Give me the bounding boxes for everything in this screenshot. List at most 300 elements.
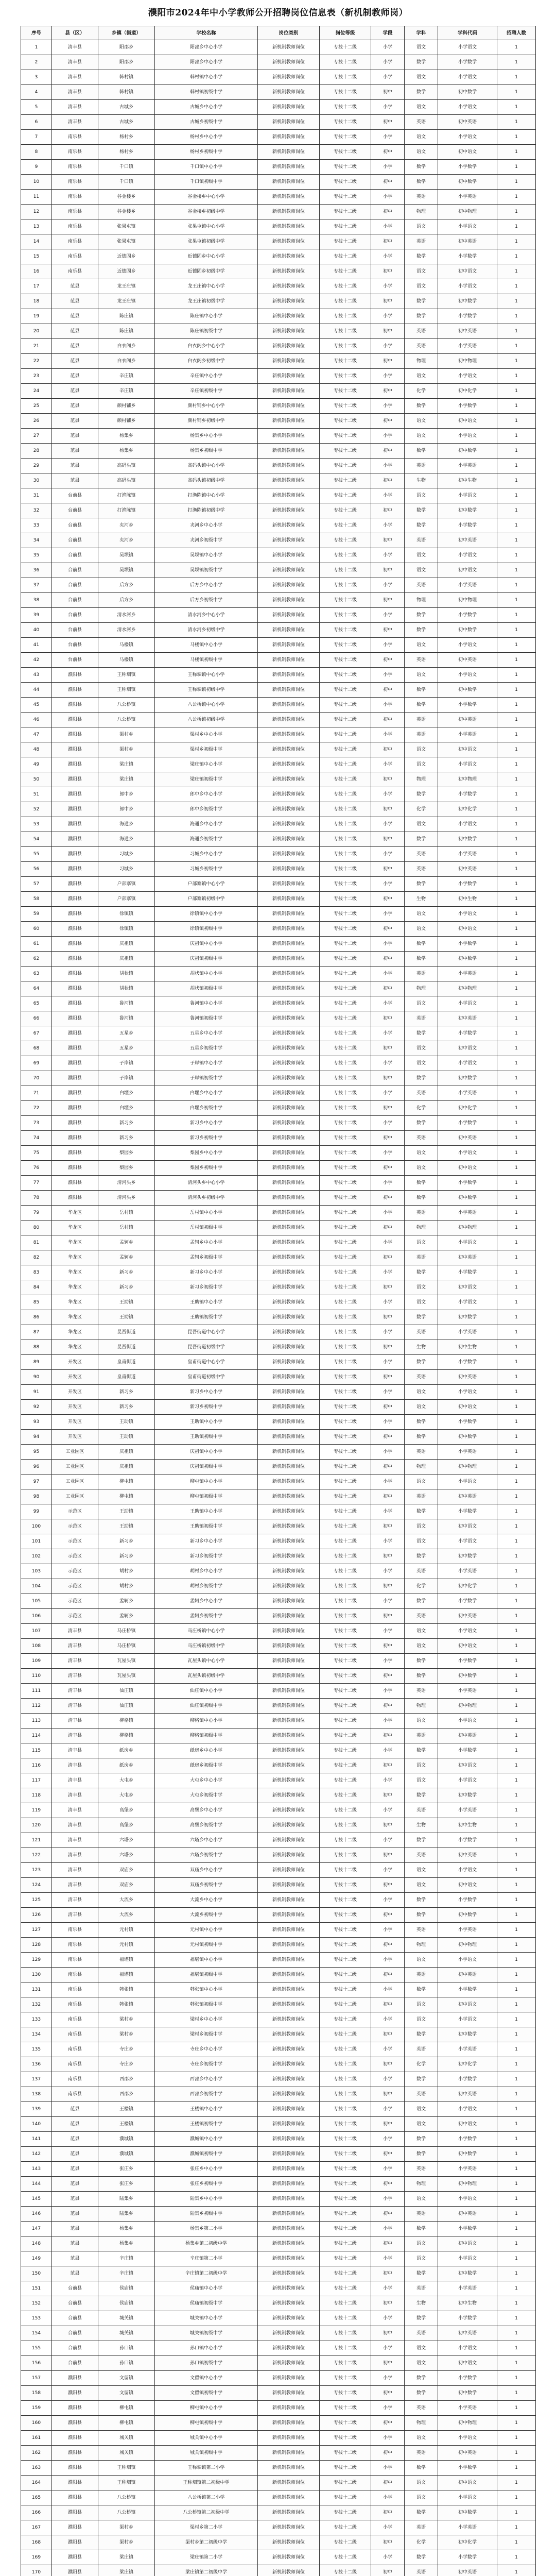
table-cell: 1	[497, 1863, 536, 1878]
table-cell: 1	[497, 1310, 536, 1325]
table-cell: 专技十二级	[320, 937, 371, 952]
table-row	[21, 2446, 536, 2461]
table-cell: 语文	[405, 996, 438, 1011]
table-cell: 专技十二级	[320, 533, 371, 548]
table-cell: 48	[21, 742, 52, 757]
table-row	[21, 2147, 536, 2162]
table-cell: 清丰县	[52, 70, 98, 85]
table-cell: 小学	[371, 2341, 405, 2356]
table-cell: 福堪镇	[98, 1968, 155, 1982]
table-cell: 大屯乡	[98, 1773, 155, 1788]
table-cell: 陈庄镇	[98, 324, 155, 339]
table-cell: 小学	[371, 727, 405, 742]
table-cell: 语文	[405, 757, 438, 772]
table-cell: 寺庄乡中心小学	[155, 2042, 258, 2057]
table-cell: 初中英语	[438, 115, 497, 130]
table-cell: 初中	[371, 1878, 405, 1893]
table-cell: 初中	[371, 1669, 405, 1684]
table-cell: 1	[497, 488, 536, 503]
table-cell: 文留镇	[98, 2386, 155, 2401]
table-cell: 140	[21, 2117, 52, 2132]
table-cell: 台前县	[52, 548, 98, 563]
table-cell: 初中	[371, 2326, 405, 2341]
table-cell: 专技十二级	[320, 1325, 371, 1340]
table-cell: 清丰县	[52, 85, 98, 100]
table-cell: 纸房乡中心小学	[155, 1743, 258, 1758]
table-cell: 专技十二级	[320, 2102, 371, 2117]
table-cell: 小学语文	[438, 1146, 497, 1161]
table-cell: 初中语文	[438, 1878, 497, 1893]
table-cell: 146	[21, 2207, 52, 2222]
table-row	[21, 1041, 536, 1056]
table-cell: 新机制教师岗位	[258, 70, 320, 85]
table-cell: 华龙区	[52, 1295, 98, 1310]
table-cell: 数学	[405, 85, 438, 100]
table-cell: 152	[21, 2296, 52, 2311]
table-cell: 专技十二级	[320, 249, 371, 264]
table-cell: 小学英语	[438, 1803, 497, 1818]
table-cell: 158	[21, 2386, 52, 2401]
table-cell: 瓦屋头镇	[98, 1669, 155, 1684]
table-cell: 夹河乡	[98, 518, 155, 533]
table-row	[21, 2416, 536, 2431]
table-cell: 初中化学	[438, 2057, 497, 2072]
table-cell: 1	[497, 2311, 536, 2326]
table-cell: 1	[497, 593, 536, 608]
table-cell: 语文	[405, 563, 438, 578]
table-cell: 新机制教师岗位	[258, 1803, 320, 1818]
table-cell: 新机制教师岗位	[258, 892, 320, 907]
table-row	[21, 1534, 536, 1549]
table-cell: 小学	[371, 2550, 405, 2565]
table-cell: 新习乡	[98, 1385, 155, 1400]
table-cell: 初中	[371, 2087, 405, 2102]
table-cell: 76	[21, 1161, 52, 1176]
table-cell: 华龙区	[52, 1250, 98, 1265]
table-cell: 小学	[371, 1026, 405, 1041]
table-row	[21, 1280, 536, 1295]
table-row	[21, 115, 536, 130]
table-cell: 数学	[405, 1594, 438, 1609]
table-cell: 初中	[371, 623, 405, 638]
table-cell: 语文	[405, 279, 438, 294]
table-cell: 城关镇	[98, 2326, 155, 2341]
table-cell: 106	[21, 1609, 52, 1624]
table-cell: 新机制教师岗位	[258, 130, 320, 145]
table-cell: 1	[497, 414, 536, 429]
table-cell: 1	[497, 996, 536, 1011]
table-cell: 张果屯镇	[98, 234, 155, 249]
table-cell: 小学语文	[438, 1385, 497, 1400]
table-cell: 张庄乡初级中学	[155, 2177, 258, 2192]
table-cell: 144	[21, 2177, 52, 2192]
table-cell: 专技十二级	[320, 205, 371, 219]
table-cell: 大屯乡	[98, 1788, 155, 1803]
table-cell: 164	[21, 2476, 52, 2490]
table-cell: 1	[497, 1056, 536, 1071]
table-cell: 小学	[371, 459, 405, 473]
table-cell: 新机制教师岗位	[258, 145, 320, 160]
table-cell: 初中数学	[438, 2147, 497, 2162]
table-cell: 范县	[52, 2266, 98, 2281]
table-cell: 小学	[371, 1534, 405, 1549]
table-cell: 1	[497, 175, 536, 190]
table-row	[21, 1699, 536, 1714]
table-cell: 155	[21, 2341, 52, 2356]
table-cell: 专技十二级	[320, 1400, 371, 1415]
table-cell: 初中生物	[438, 892, 497, 907]
table-cell: 小学语文	[438, 638, 497, 653]
table-cell: 初中语文	[438, 1519, 497, 1534]
table-cell: 南乐县	[52, 1997, 98, 2012]
table-cell: 数学	[405, 1908, 438, 1923]
table-cell: 胡状镇	[98, 981, 155, 996]
table-cell: 初中化学	[438, 2535, 497, 2550]
table-cell: 小学英语	[438, 190, 497, 205]
table-cell: 语文	[405, 1295, 438, 1310]
table-cell: 化学	[405, 2057, 438, 2072]
table-cell: 清丰县	[52, 1669, 98, 1684]
table-cell: 小学	[371, 2132, 405, 2147]
table-cell: 华龙区	[52, 1235, 98, 1250]
table-row	[21, 1968, 536, 1982]
table-cell: 初中	[371, 1370, 405, 1385]
table-cell: 专技十二级	[320, 996, 371, 1011]
table-cell: 小学数学	[438, 2461, 497, 2476]
table-cell: 新机制教师岗位	[258, 115, 320, 130]
table-cell: 南乐县	[52, 145, 98, 160]
table-row	[21, 2476, 536, 2490]
table-cell: 梁庄镇	[98, 757, 155, 772]
table-cell: 1	[497, 2461, 536, 2476]
table-cell: 112	[21, 1699, 52, 1714]
table-cell: 1	[497, 1176, 536, 1191]
table-cell: 小学	[371, 1564, 405, 1579]
table-cell: 专技十二级	[320, 757, 371, 772]
table-cell: 仙庄镇初级中学	[155, 1699, 258, 1714]
table-cell: 小学	[371, 279, 405, 294]
table-cell: 濮阳县	[52, 1191, 98, 1206]
table-cell: 1	[497, 294, 536, 309]
table-cell: 小学语文	[438, 1534, 497, 1549]
table-row	[21, 2057, 536, 2072]
table-row	[21, 190, 536, 205]
table-cell: 专技十二级	[320, 1534, 371, 1549]
table-cell: 濮阳县	[52, 1161, 98, 1176]
table-cell: 语文	[405, 2490, 438, 2505]
table-cell: 新机制教师岗位	[258, 429, 320, 444]
table-cell: 濮阳县	[52, 832, 98, 847]
table-cell: 1	[497, 2102, 536, 2117]
table-cell: 21	[21, 339, 52, 354]
table-cell: 王称堌镇	[98, 683, 155, 698]
table-cell: 163	[21, 2461, 52, 2476]
table-cell: 新机制教师岗位	[258, 1489, 320, 1504]
table-cell: 近德固乡初级中学	[155, 264, 258, 279]
table-cell: 22	[21, 354, 52, 369]
table-cell: 初中英语	[438, 653, 497, 668]
table-cell: 王助镇	[98, 1295, 155, 1310]
table-cell: 专技十二级	[320, 2416, 371, 2431]
table-cell: 初中	[371, 1340, 405, 1355]
table-cell: 专技十二级	[320, 264, 371, 279]
table-cell: 1	[497, 2356, 536, 2371]
table-row	[21, 1743, 536, 1758]
table-cell: 吴坝镇初级中学	[155, 563, 258, 578]
table-cell: 台前县	[52, 578, 98, 593]
table-cell: 新机制教师岗位	[258, 713, 320, 727]
table-row	[21, 1146, 536, 1161]
table-cell: 1	[497, 653, 536, 668]
table-cell: 语文	[405, 1385, 438, 1400]
table-cell: 初中	[371, 1041, 405, 1056]
table-cell: 专技十二级	[320, 1116, 371, 1131]
table-cell: 新机制教师岗位	[258, 2102, 320, 2117]
table-cell: 柳格镇中心小学	[155, 1714, 258, 1728]
table-cell: 专技十二级	[320, 683, 371, 698]
table-cell: 专技十二级	[320, 1908, 371, 1923]
table-cell: 白堽乡	[98, 1101, 155, 1116]
table-cell: 陈庄镇初级中学	[155, 324, 258, 339]
table-cell: 生物	[405, 1340, 438, 1355]
table-cell: 42	[21, 653, 52, 668]
table-cell: 专技十二级	[320, 1833, 371, 1848]
table-cell: 87	[21, 1325, 52, 1340]
table-cell: 1	[497, 1788, 536, 1803]
table-cell: 濮阳县	[52, 2550, 98, 2565]
table-cell: 新机制教师岗位	[258, 2281, 320, 2296]
table-cell: 专技十二级	[320, 1385, 371, 1400]
table-cell: 胡状镇	[98, 967, 155, 981]
table-cell: 语文	[405, 40, 438, 55]
table-cell: 新机制教师岗位	[258, 2087, 320, 2102]
table-cell: 新机制教师岗位	[258, 2565, 320, 2576]
table-cell: 新机制教师岗位	[258, 1265, 320, 1280]
table-cell: 新机制教师岗位	[258, 1176, 320, 1191]
table-cell: 1	[497, 1758, 536, 1773]
table-cell: 初中数学	[438, 1788, 497, 1803]
table-cell: 1	[497, 369, 536, 384]
table-cell: 小学	[371, 2520, 405, 2535]
table-row	[21, 2012, 536, 2027]
table-cell: 濮阳县	[52, 907, 98, 922]
table-cell: 千口镇	[98, 175, 155, 190]
table-cell: 语文	[405, 2476, 438, 2490]
table-row	[21, 2222, 536, 2236]
table-cell: 初中	[371, 772, 405, 787]
table-cell: 1	[497, 2476, 536, 2490]
table-cell: 1	[497, 309, 536, 324]
table-cell: 元村镇	[98, 1923, 155, 1938]
table-cell: 156	[21, 2356, 52, 2371]
table-cell: 129	[21, 1953, 52, 1968]
table-cell: 初中语文	[438, 1400, 497, 1415]
table-cell: 数学	[405, 1116, 438, 1131]
table-cell: 81	[21, 1235, 52, 1250]
table-cell: 新机制教师岗位	[258, 1758, 320, 1773]
table-cell: 新机制教师岗位	[258, 1041, 320, 1056]
table-cell: 英语	[405, 2326, 438, 2341]
table-cell: 新机制教师岗位	[258, 1146, 320, 1161]
table-cell: 小学	[371, 1475, 405, 1489]
table-cell: 濮阳县	[52, 862, 98, 877]
table-cell: 杨村乡	[98, 130, 155, 145]
header-cell: 学校名称	[155, 26, 258, 40]
table-cell: 1	[497, 862, 536, 877]
table-cell: 7	[21, 130, 52, 145]
recruitment-table	[21, 26, 536, 2576]
table-cell: 1	[497, 1280, 536, 1295]
table-cell: 159	[21, 2401, 52, 2416]
table-cell: 台前县	[52, 653, 98, 668]
table-cell: 小学	[371, 1415, 405, 1430]
table-cell: 小学	[371, 2461, 405, 2476]
table-cell: 郎中乡	[98, 787, 155, 802]
table-cell: 初中	[371, 1848, 405, 1863]
table-cell: 新机制教师岗位	[258, 384, 320, 399]
table-cell: 96	[21, 1460, 52, 1475]
table-cell: 语文	[405, 488, 438, 503]
table-cell: 13	[21, 219, 52, 234]
table-cell: 数学	[405, 787, 438, 802]
table-row	[21, 518, 536, 533]
table-cell: 69	[21, 1056, 52, 1071]
table-cell: 小学数学	[438, 787, 497, 802]
table-cell: 新机制教师岗位	[258, 294, 320, 309]
table-cell: 1	[497, 2192, 536, 2207]
table-cell: 小学英语	[438, 727, 497, 742]
table-cell: 数学	[405, 309, 438, 324]
table-cell: 王助镇中心小学	[155, 1295, 258, 1310]
table-cell: 濮阳县	[52, 742, 98, 757]
table-cell: 初中语文	[438, 1997, 497, 2012]
table-cell: 英语	[405, 2281, 438, 2296]
table-cell: 专技十二级	[320, 1728, 371, 1743]
table-cell: 数学	[405, 1430, 438, 1445]
table-cell: 示范区	[52, 1609, 98, 1624]
table-cell: 小学数学	[438, 1982, 497, 1997]
table-cell: 岳村镇中心小学	[155, 1206, 258, 1221]
table-cell: 新机制教师岗位	[258, 309, 320, 324]
table-cell: 寺庄乡初级中学	[155, 2057, 258, 2072]
table-cell: 初中	[371, 503, 405, 518]
table-cell: 专技十二级	[320, 2326, 371, 2341]
table-cell: 新机制教师岗位	[258, 1863, 320, 1878]
table-cell: 辛庄镇	[98, 369, 155, 384]
table-row	[21, 1295, 536, 1310]
table-cell: 1	[497, 1206, 536, 1221]
table-row	[21, 160, 536, 175]
table-cell: 小学	[371, 937, 405, 952]
table-cell: 语文	[405, 668, 438, 683]
table-cell: 初中数学	[438, 1549, 497, 1564]
table-cell: 近德固乡	[98, 249, 155, 264]
table-cell: 柳屯镇	[98, 2416, 155, 2431]
table-cell: 小学	[371, 1295, 405, 1310]
table-cell: 庆祖镇	[98, 952, 155, 967]
table-cell: 初中物理	[438, 2177, 497, 2192]
table-cell: 大流乡中心小学	[155, 1893, 258, 1908]
table-row	[21, 981, 536, 996]
table-cell: 五星乡初级中学	[155, 1041, 258, 1056]
table-cell: 新机制教师岗位	[258, 1385, 320, 1400]
table-cell: 小学	[371, 1056, 405, 1071]
table-cell: 孟轲乡中心小学	[155, 1594, 258, 1609]
table-cell: 韩张镇初级中学	[155, 1997, 258, 2012]
table-cell: 初中数学	[438, 952, 497, 967]
table-cell: 濮阳县	[52, 1071, 98, 1086]
table-cell: 柳屯镇中心小学	[155, 1475, 258, 1489]
table-cell: 王助镇中心小学	[155, 1415, 258, 1430]
table-cell: 范县	[52, 309, 98, 324]
table-cell: 新机制教师岗位	[258, 1086, 320, 1101]
table-cell: 英语	[405, 2401, 438, 2416]
table-cell: 陆集乡中心小学	[155, 2192, 258, 2207]
table-cell: 梁村乡	[98, 2027, 155, 2042]
table-cell: 专技十二级	[320, 1863, 371, 1878]
table-cell: 新机制教师岗位	[258, 1221, 320, 1235]
table-cell: 孙口镇	[98, 2341, 155, 2356]
table-row	[21, 847, 536, 862]
table-cell: 1	[497, 160, 536, 175]
table-cell: 1	[497, 623, 536, 638]
table-cell: 小学语文	[438, 369, 497, 384]
table-cell: 132	[21, 1997, 52, 2012]
table-cell: 清丰县	[52, 1684, 98, 1699]
table-cell: 辛庄镇	[98, 2251, 155, 2266]
table-row	[21, 1325, 536, 1340]
table-cell: 1	[497, 1923, 536, 1938]
table-cell: 1	[497, 2401, 536, 2416]
table-cell: 1	[497, 1609, 536, 1624]
table-cell: 谷金楼乡中心小学	[155, 190, 258, 205]
table-cell: 小学数学	[438, 1265, 497, 1280]
table-cell: 28	[21, 444, 52, 459]
table-cell: 新机制教师岗位	[258, 264, 320, 279]
table-cell: 新机制教师岗位	[258, 1833, 320, 1848]
table-cell: 马楼镇	[98, 653, 155, 668]
table-cell: 数学	[405, 2386, 438, 2401]
table-cell: 新机制教师岗位	[258, 2251, 320, 2266]
table-cell: 后方乡中心小学	[155, 578, 258, 593]
table-cell: 新机制教师岗位	[258, 742, 320, 757]
table-row	[21, 324, 536, 339]
table-cell: 初中数学	[438, 294, 497, 309]
table-cell: 新机制教师岗位	[258, 2266, 320, 2281]
table-cell: 南乐县	[52, 2027, 98, 2042]
table-cell: 初中	[371, 145, 405, 160]
table-cell: 小学语文	[438, 1714, 497, 1728]
table-cell: 梨园乡	[98, 1146, 155, 1161]
table-cell: 辛庄镇第二初级中学	[155, 2266, 258, 2281]
table-cell: 新习乡初级中学	[155, 1131, 258, 1146]
table-cell: 台前县	[52, 623, 98, 638]
table-row	[21, 2102, 536, 2117]
table-cell: 18	[21, 294, 52, 309]
table-cell: 龙王庄镇	[98, 294, 155, 309]
table-cell: 1	[497, 787, 536, 802]
table-row	[21, 1594, 536, 1609]
table-cell: 新机制教师岗位	[258, 1235, 320, 1250]
table-cell: 专技十二级	[320, 1773, 371, 1788]
table-cell: 125	[21, 1893, 52, 1908]
table-cell: 小学英语	[438, 1325, 497, 1340]
table-cell: 英语	[405, 1370, 438, 1385]
table-cell: 小学语文	[438, 2102, 497, 2117]
table-cell: 韩张镇中心小学	[155, 1982, 258, 1997]
table-cell: 王助镇	[98, 1310, 155, 1325]
table-cell: 1	[497, 115, 536, 130]
